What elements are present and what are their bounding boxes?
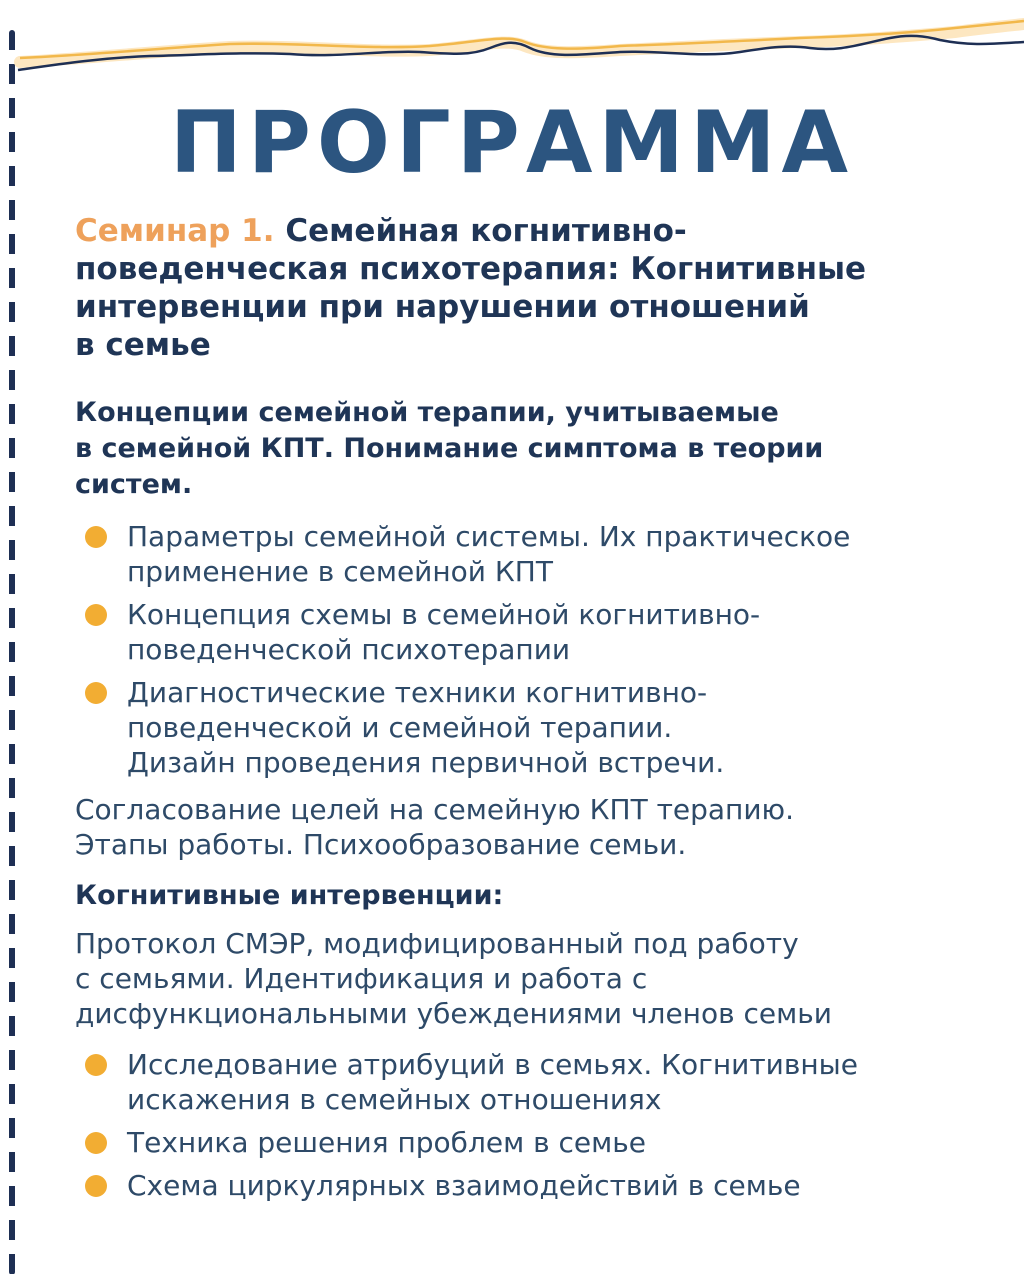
seminar-label: Семинар 1. xyxy=(75,213,275,249)
yellow-dot-icon xyxy=(85,1132,107,1154)
dashed-border-left xyxy=(9,30,15,1275)
list-item: Схема циркулярных взаимодействий в семье xyxy=(75,1168,975,1203)
program-content xyxy=(75,212,975,1215)
seminar-heading xyxy=(75,212,975,364)
list-item: Концепция схемы в семейной когнитивно- поведенческой психотерапии xyxy=(75,597,975,667)
list-item: Диагностические техники когнитивно- поведенческой и семейной терапии. Дизайн проведения первичной встречи. xyxy=(75,675,975,780)
seminar-title-line: поведенческая психотерапия: Когнитивные xyxy=(75,251,867,287)
yellow-dot-icon xyxy=(85,682,107,704)
yellow-dot-icon xyxy=(85,1175,107,1197)
yellow-dot-icon xyxy=(85,526,107,548)
cognitive-interventions-heading: Когнитивные интервенции: xyxy=(75,880,504,911)
section-heading-line: систем. xyxy=(75,469,193,500)
page-title: ПРОГРАММА xyxy=(169,93,855,193)
seminar-title-line: интервенции при нарушении отношений xyxy=(75,289,810,325)
list-item: Параметры семейной системы. Их практическое применение в семейной КПТ xyxy=(75,519,975,589)
section-heading-line: в семейной КПТ. Понимание симптома в теории xyxy=(75,433,824,464)
seminar-title-line: в семье xyxy=(75,327,211,363)
protocol-paragraph: Протокол СМЭР, модифицированный под работу с семьями. Идентификация и работа с дисфункциональными убеждениями членов семьи xyxy=(75,927,832,1030)
section-heading-concepts xyxy=(75,395,975,503)
section-heading-line: Концепции семейной терапии, учитываемые xyxy=(75,397,779,428)
concepts-bullet-list xyxy=(75,519,975,780)
yellow-dot-icon xyxy=(85,604,107,626)
goals-paragraph: Согласование целей на семейную КПТ терапию. Этапы работы. Психообразование семьи. xyxy=(75,793,795,861)
list-item: Техника решения проблем в семье xyxy=(75,1125,975,1160)
interventions-bullet-list xyxy=(75,1047,975,1203)
seminar-title-line: Семейная когнитивно- xyxy=(285,213,687,249)
yellow-dot-icon xyxy=(85,1054,107,1076)
wave-line-decoration xyxy=(0,0,1024,90)
list-item: Исследование атрибуций в семьях. Когнитивные искажения в семейных отношениях xyxy=(75,1047,975,1117)
